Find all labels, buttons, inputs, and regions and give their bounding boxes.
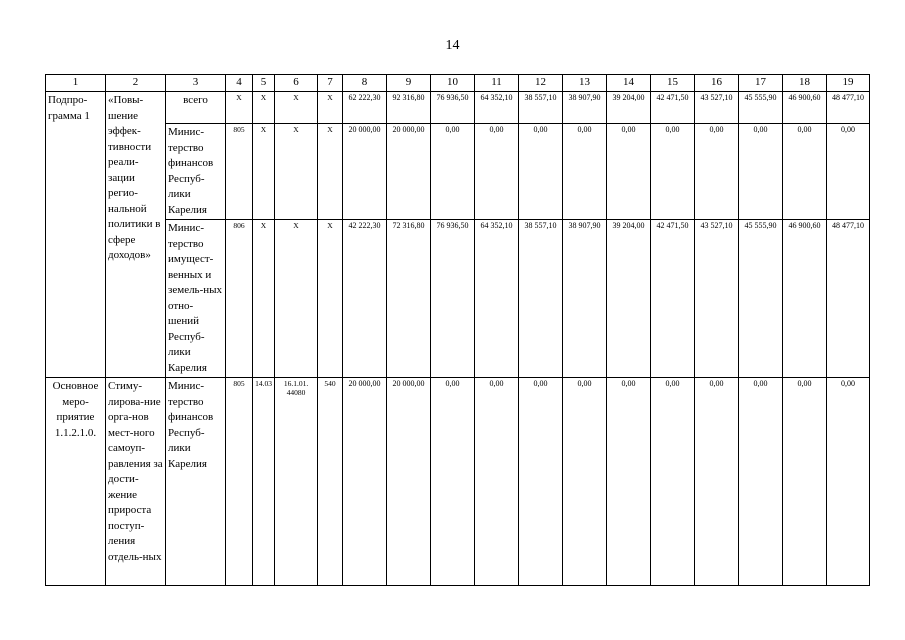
value-cell: 42 471,50 — [651, 220, 695, 378]
code-cell: Х — [275, 124, 318, 220]
code-cell: 14.03 — [253, 378, 275, 586]
column-header: 7 — [318, 75, 343, 92]
program-name-cell: Основное меро-приятие 1.1.2.1.0. — [46, 378, 106, 586]
value-cell: 76 936,50 — [431, 92, 475, 124]
code-cell: 805 — [226, 124, 253, 220]
column-header: 19 — [827, 75, 870, 92]
table-row — [46, 124, 870, 220]
column-header: 1 — [46, 75, 106, 92]
code-cell: Х — [253, 220, 275, 378]
column-header: 10 — [431, 75, 475, 92]
value-cell: 45 555,90 — [739, 92, 783, 124]
value-cell: 45 555,90 — [739, 220, 783, 378]
value-cell: 0,00 — [827, 378, 870, 586]
value-cell: 43 527,10 — [695, 220, 739, 378]
value-cell: 76 936,50 — [431, 220, 475, 378]
value-cell: 0,00 — [739, 124, 783, 220]
value-cell: 0,00 — [607, 378, 651, 586]
value-cell: 38 907,90 — [563, 220, 607, 378]
value-cell: 20 000,00 — [387, 378, 431, 586]
value-cell: 46 900,60 — [783, 220, 827, 378]
value-cell: 0,00 — [475, 378, 519, 586]
column-header: 12 — [519, 75, 563, 92]
column-header: 4 — [226, 75, 253, 92]
budget-table — [45, 74, 870, 586]
value-cell: 38 907,90 — [563, 92, 607, 124]
executor-cell: Минис-терство имущест-венных и земель-ных отно-шений Респуб-лики Карелия — [166, 220, 226, 378]
column-header: 17 — [739, 75, 783, 92]
code-cell: Х — [318, 92, 343, 124]
value-cell: 39 204,00 — [607, 92, 651, 124]
program-title-cell: Стиму-лирова-ние орга-нов мест-ного самоуп-равления за дости-жение прироста поступ-ления отдель-ных — [106, 378, 166, 586]
column-header: 3 — [166, 75, 226, 92]
column-header: 16 — [695, 75, 739, 92]
value-cell: 64 352,10 — [475, 92, 519, 124]
value-cell: 72 316,80 — [387, 220, 431, 378]
value-cell: 38 557,10 — [519, 92, 563, 124]
code-cell: 806 — [226, 220, 253, 378]
value-cell: 0,00 — [607, 124, 651, 220]
value-cell: 20 000,00 — [343, 378, 387, 586]
value-cell: 0,00 — [783, 124, 827, 220]
page-number: 14 — [445, 38, 460, 53]
value-cell: 20 000,00 — [343, 124, 387, 220]
table-row — [46, 220, 870, 378]
table-row — [46, 378, 870, 586]
value-cell: 0,00 — [475, 124, 519, 220]
header-row — [46, 75, 870, 92]
executor-cell: Минис-терство финансов Респуб-лики Карелия — [166, 124, 226, 220]
program-name-cell: Подпро-грамма 1 — [46, 92, 106, 378]
value-cell: 62 222,30 — [343, 92, 387, 124]
executor-cell: Минис-терство финансов Респуб-лики Карелия — [166, 378, 226, 586]
value-cell: 0,00 — [563, 124, 607, 220]
value-cell: 20 000,00 — [387, 124, 431, 220]
column-header: 6 — [275, 75, 318, 92]
code-cell: Х — [253, 124, 275, 220]
column-header: 14 — [607, 75, 651, 92]
column-header: 5 — [253, 75, 275, 92]
value-cell: 0,00 — [827, 124, 870, 220]
value-cell: 0,00 — [783, 378, 827, 586]
value-cell: 48 477,10 — [827, 92, 870, 124]
value-cell: 0,00 — [739, 378, 783, 586]
column-header: 13 — [563, 75, 607, 92]
code-cell: Х — [318, 124, 343, 220]
column-header: 9 — [387, 75, 431, 92]
column-header: 2 — [106, 75, 166, 92]
column-header: 8 — [343, 75, 387, 92]
value-cell: 42 222,30 — [343, 220, 387, 378]
value-cell: 48 477,10 — [827, 220, 870, 378]
code-cell: Х — [275, 92, 318, 124]
code-cell: 16.1.01. 44080 — [275, 378, 318, 586]
column-header: 15 — [651, 75, 695, 92]
executor-cell: всего — [166, 92, 226, 124]
value-cell: 43 527,10 — [695, 92, 739, 124]
value-cell: 0,00 — [651, 124, 695, 220]
code-cell: Х — [253, 92, 275, 124]
value-cell: 0,00 — [563, 378, 607, 586]
table-row — [46, 92, 870, 124]
code-cell: Х — [318, 220, 343, 378]
column-header: 18 — [783, 75, 827, 92]
value-cell: 64 352,10 — [475, 220, 519, 378]
value-cell: 0,00 — [431, 124, 475, 220]
value-cell: 46 900,60 — [783, 92, 827, 124]
value-cell: 0,00 — [519, 378, 563, 586]
value-cell: 0,00 — [695, 124, 739, 220]
value-cell: 0,00 — [651, 378, 695, 586]
column-header: 11 — [475, 75, 519, 92]
value-cell: 39 204,00 — [607, 220, 651, 378]
code-cell: Х — [226, 92, 253, 124]
code-cell: 805 — [226, 378, 253, 586]
value-cell: 0,00 — [695, 378, 739, 586]
value-cell: 92 316,80 — [387, 92, 431, 124]
value-cell: 42 471,50 — [651, 92, 695, 124]
value-cell: 38 557,10 — [519, 220, 563, 378]
code-cell: Х — [275, 220, 318, 378]
value-cell: 0,00 — [519, 124, 563, 220]
program-title-cell: «Повы-шение эффек-тивности реали-зации регио-нальной политики в сфере доходов» — [106, 92, 166, 378]
value-cell: 0,00 — [431, 378, 475, 586]
code-cell: 540 — [318, 378, 343, 586]
